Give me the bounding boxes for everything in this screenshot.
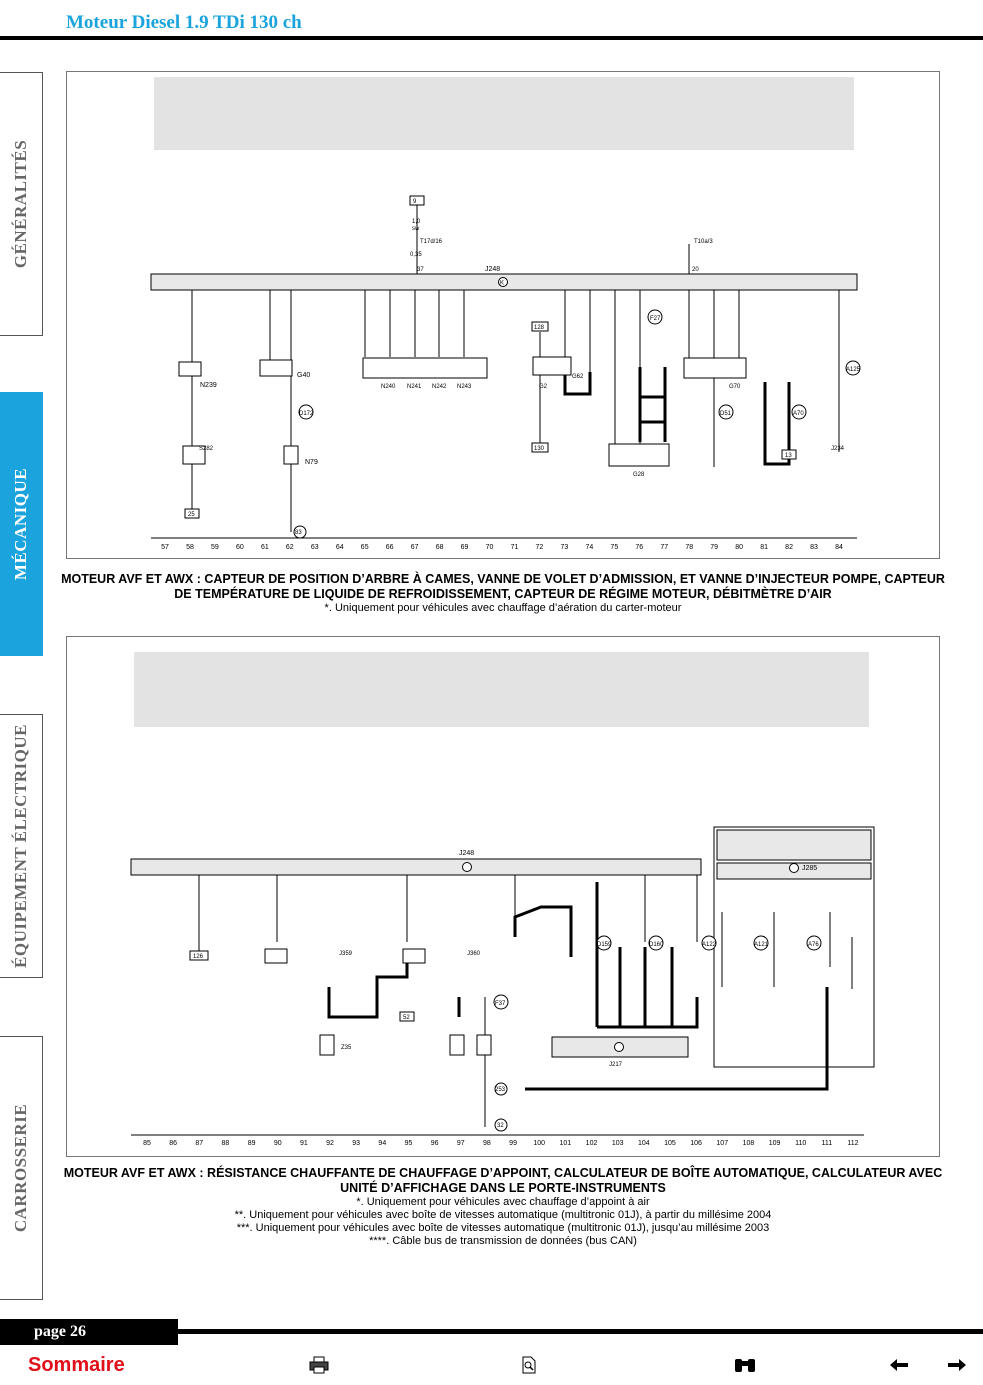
component-n79 [284, 446, 298, 464]
scale-tick-label: 90 [273, 1140, 282, 1147]
wiring-diagram-2 [66, 636, 940, 1157]
scale-tick-label: 93 [352, 1140, 361, 1147]
document-search-icon[interactable] [518, 1354, 540, 1376]
caption-2 [60, 1166, 946, 1248]
scale-tick-label: 105 [664, 1140, 676, 1147]
component-label: G40 [297, 372, 311, 379]
component-label: G28 [633, 472, 645, 478]
top-num-label: 37 [417, 267, 424, 273]
caption-note: **. Uniquement pour véhicules avec boîte de vitesses automatique (multitronic 01J), à partir du millésime 2004 [234, 1209, 772, 1221]
scale-tick-label: 107 [716, 1140, 729, 1147]
scale-tick-label: 102 [585, 1140, 598, 1147]
ground-symbol [463, 863, 472, 872]
relay-j360 [403, 949, 425, 963]
box-label: 130 [534, 446, 545, 452]
scale-tick-label: 95 [404, 1140, 413, 1147]
component-label: J234 [831, 446, 845, 452]
scale-tick-label: 57 [161, 544, 169, 551]
component-label: J217 [609, 1062, 623, 1068]
wiring-diagram-1 [66, 71, 940, 559]
scale-tick-label: 92 [326, 1140, 334, 1147]
scale-tick-label: 72 [535, 544, 544, 551]
scale-tick-label: 106 [690, 1140, 702, 1147]
page-number: page 26 [0, 1319, 178, 1345]
component-label: N241 [407, 384, 422, 390]
scale-tick-label: 110 [795, 1140, 807, 1147]
scale-tick-label: 62 [285, 544, 294, 551]
sidebar-tab-mecanique[interactable] [0, 392, 43, 656]
scale-tick-label: 112 [847, 1140, 859, 1147]
component-label: D51 [720, 411, 732, 417]
binoculars-icon[interactable] [732, 1354, 758, 1376]
top-wire2-label: 0,35 [410, 252, 422, 258]
scale-tick-label: 77 [660, 544, 669, 551]
scale-tick-label: 60 [235, 544, 244, 551]
scale-ticks [143, 1140, 859, 1147]
scale-tick-label: 99 [509, 1140, 517, 1147]
scale-tick-label: 96 [430, 1140, 439, 1147]
component-g2 [533, 357, 571, 375]
header-divider [0, 36, 983, 40]
scale-tick-label: 66 [385, 544, 394, 551]
scale-tick-label: 80 [735, 544, 744, 551]
scale-tick-label: 79 [710, 544, 719, 551]
component-label: F37 [495, 1001, 506, 1007]
heater-z35-b [450, 1035, 464, 1055]
scale-tick-label: 82 [785, 544, 793, 551]
ground-k-label: K [500, 280, 505, 287]
scale-tick-label: 64 [335, 544, 344, 551]
right-pin-label: T10a/3 [694, 239, 713, 245]
box-label: 52 [403, 1015, 410, 1021]
heater-z35-c [477, 1035, 491, 1055]
sidebar-tab-label: CARROSSERIE [11, 1103, 30, 1233]
scale-tick-label: 78 [685, 544, 694, 551]
box-label: 126 [193, 954, 204, 960]
heater-z35-a [320, 1035, 334, 1055]
component-label: J359 [339, 951, 353, 957]
scale-tick-label: 100 [533, 1140, 546, 1147]
sidebar-tab-label: ÉQUIPEMENT ÉLECTRIQUE [11, 724, 30, 968]
component-label: S282 [199, 446, 214, 452]
right-num-label: 20 [692, 267, 699, 273]
scale-tick-label: 81 [760, 544, 769, 551]
caption-note: *. Uniquement pour véhicules avec chauffage d’aération du carter-moteur [324, 602, 682, 614]
scale-tick-label: 74 [585, 544, 594, 551]
scale-tick-label: 69 [460, 544, 469, 551]
scale-tick-label: 76 [635, 544, 644, 551]
component-label: J360 [467, 951, 481, 957]
component-label: G70 [729, 384, 741, 390]
scale-tick-label: 89 [247, 1140, 256, 1147]
component-label: A70 [793, 411, 804, 417]
caption-note: ***. Uniquement pour véhicules avec boîte de vitesses automatique (multitronic 01J), jusqu’au millésime 2003 [236, 1222, 770, 1234]
component-n240-n243 [363, 358, 487, 378]
scale-tick-label: 108 [742, 1140, 755, 1147]
component-label: N240 [381, 384, 396, 390]
bus-label: J248 [459, 850, 475, 857]
scale-tick-label: 87 [195, 1140, 204, 1147]
component-label: D160 [649, 942, 664, 948]
component-label: G62 [572, 374, 584, 380]
component-g70 [684, 358, 746, 378]
component-label: F27 [650, 316, 661, 322]
box-label: 13 [785, 453, 792, 459]
scale-tick-label: 83 [810, 544, 818, 551]
component-label: N239 [200, 382, 217, 389]
caption-note: ****. Câble bus de transmission de données (bus CAN) [369, 1235, 637, 1247]
component-label: A121 [754, 942, 769, 948]
scale-tick-label: 63 [310, 544, 319, 551]
scale-tick-label: 111 [821, 1140, 833, 1147]
bus-label: J285 [802, 865, 818, 872]
box-label: 128 [534, 325, 545, 331]
scale-tick-label: 70 [485, 544, 494, 551]
wiring-diagram-1-svg [67, 72, 939, 558]
scale-tick-label: 58 [186, 544, 194, 551]
caption-note: *. Uniquement pour véhicules avec chauffage d’appoint à air [356, 1196, 650, 1208]
component-g40 [260, 360, 292, 376]
scale-tick-label: 88 [221, 1140, 230, 1147]
sommaire-link[interactable]: Sommaire [28, 1354, 125, 1376]
page-title: Moteur Diesel 1.9 TDi 130 ch [66, 12, 302, 33]
sidebar-tab-label: MÉCANIQUE [11, 467, 30, 581]
box-label: 253 [495, 1087, 506, 1093]
ground-symbol [790, 864, 799, 873]
component-label: N243 [457, 384, 472, 390]
scale-tick-label: 109 [768, 1140, 781, 1147]
sidebar-tab-carrosserie[interactable] [0, 1036, 43, 1300]
component-g28 [609, 444, 669, 466]
component-label: N242 [432, 384, 447, 390]
scale-tick-label: 65 [360, 544, 369, 551]
arrow-left-icon[interactable] [888, 1354, 910, 1376]
j285-top [717, 830, 871, 860]
box-label: 32 [497, 1123, 504, 1129]
arrow-right-icon[interactable] [946, 1354, 968, 1376]
drop-wires [192, 290, 839, 532]
scale-tick-label: 91 [299, 1140, 308, 1147]
box-label: 83 [295, 530, 302, 536]
scale-tick-label: 73 [560, 544, 569, 551]
printer-icon[interactable] [308, 1354, 330, 1376]
sidebar-tab-generalites[interactable] [0, 72, 43, 336]
top-wire-label: 1,0 [412, 219, 421, 225]
caption-title: MOTEUR AVF ET AWX : RÉSISTANCE CHAUFFANTE DE CHAUFFAGE D’APPOINT, CALCULATEUR DE BOÎTE AUTOMATIQUE, CALCULATEUR AVEC UNITÉ D’AFFICHAGE DANS LE PORTE-INSTRUMENTS [63, 1166, 943, 1195]
footer-divider [178, 1329, 983, 1334]
component-label: N79 [305, 459, 318, 466]
shielded-wires [565, 367, 789, 464]
scale-tick-label: 103 [611, 1140, 624, 1147]
scale-tick-label: 71 [510, 544, 519, 551]
scale-tick-label: 104 [637, 1140, 650, 1147]
scale-ticks [161, 544, 843, 551]
caption-1 [60, 572, 946, 615]
component-label: A122 [702, 942, 717, 948]
component-label: D172 [299, 411, 314, 417]
sidebar-tab-equipement-electrique[interactable] [0, 714, 43, 978]
component-label: A76 [808, 942, 819, 948]
component-label: Z35 [341, 1045, 352, 1051]
scale-tick-label: 86 [169, 1140, 178, 1147]
caption-title: MOTEUR AVF ET AWX : CAPTEUR DE POSITION D’ARBRE À CAMES, VANNE DE VOLET D’ADMISSION, ET VANNE D’INJECTEUR POMPE, CAPTEUR DE TEMPÉRATURE DE LIQUIDE DE REFROIDISSEMENT, CAPTEUR DE RÉGIME MOTEUR, DÉBITMÈTRE D’AIR [61, 572, 945, 601]
scale-tick-label: 85 [143, 1140, 151, 1147]
bus-label: J248 [485, 266, 501, 273]
scale-tick-label: 61 [260, 544, 269, 551]
component-label: G2 [539, 384, 548, 390]
component-label: A125 [846, 367, 861, 373]
scale-tick-label: 75 [610, 544, 619, 551]
scale-tick-label: 59 [211, 544, 219, 551]
relay-j359 [265, 949, 287, 963]
bus-bar [131, 859, 701, 875]
scale-tick-label: 94 [378, 1140, 387, 1147]
scale-tick-label: 67 [410, 544, 419, 551]
top-wire-color: sw [412, 226, 420, 232]
top-pin-label: T17d/16 [420, 239, 443, 245]
sidebar-tab-label: GÉNÉRALITÉS [11, 139, 30, 269]
box-label: 25 [188, 512, 195, 518]
scale-tick-label: 101 [559, 1140, 572, 1147]
component-n239 [179, 362, 201, 376]
scale-tick-label: 68 [435, 544, 444, 551]
scale-tick-label: 84 [835, 544, 843, 551]
component-label: D159 [597, 942, 612, 948]
scale-tick-label: 98 [483, 1140, 491, 1147]
wiring-diagram-2-svg [67, 637, 939, 1156]
scale-tick-label: 97 [456, 1140, 465, 1147]
top-box-label: 9 [413, 199, 417, 205]
